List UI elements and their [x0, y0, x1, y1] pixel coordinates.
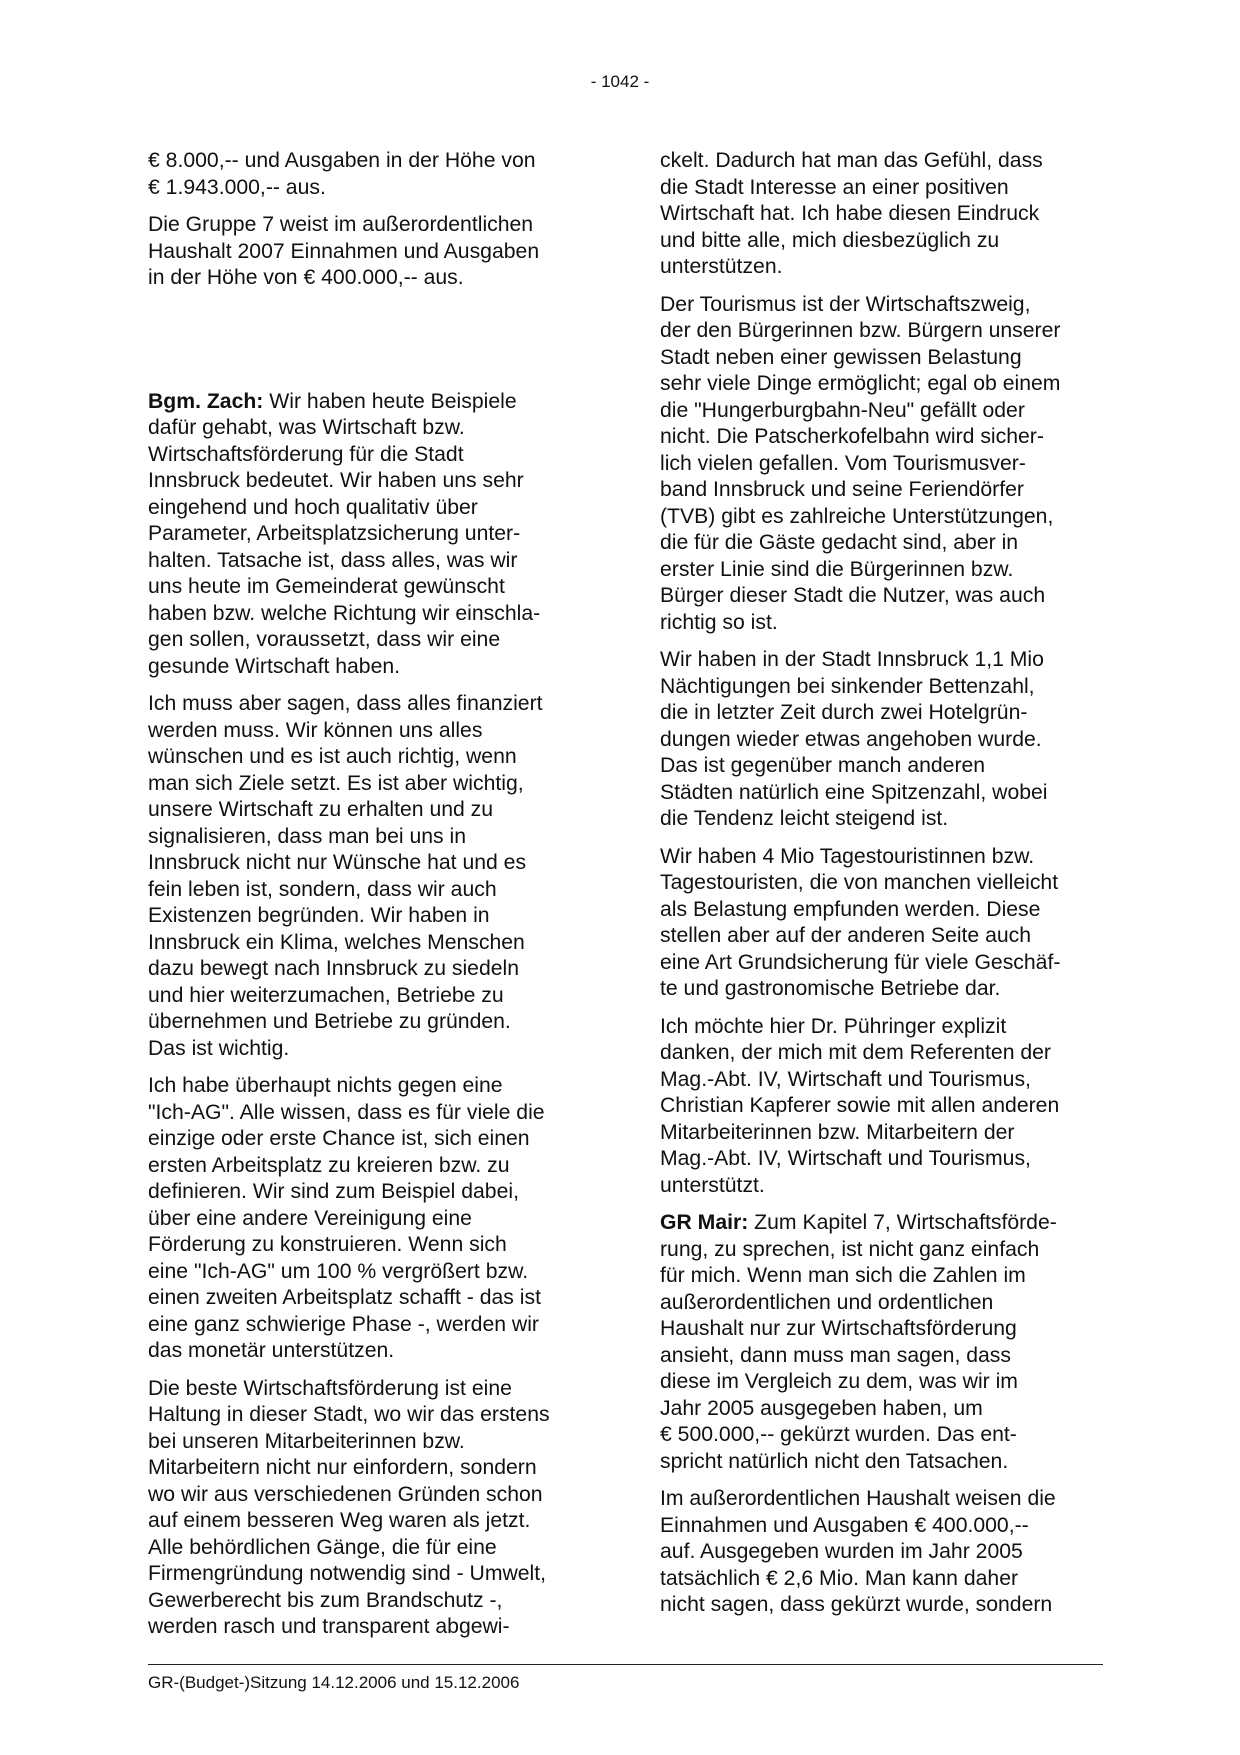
text-line: "Ich-AG". Alle wissen, dass es für viele die: [148, 1100, 545, 1124]
text-line: für mich. Wenn man sich die Zahlen im: [660, 1264, 1026, 1287]
text-line: die Tendenz leicht steigend ist.: [660, 807, 949, 830]
text-line: Stadt neben einer gewissen Belastung: [660, 345, 1022, 369]
footer-session-info: GR-(Budget-)Sitzung 14.12.2006 und 15.12.2006: [148, 1673, 520, 1692]
text-line: Haltung in dieser Stadt, wo wir das erstens: [148, 1403, 550, 1426]
text-line: Tagestouristen, die von manchen vielleicht: [660, 871, 1059, 894]
paragraph: [660, 647, 1105, 833]
text-line: € 1.943.000,-- aus.: [148, 175, 326, 199]
text-line: Nächtigungen bei sinkender Bettenzahl,: [660, 674, 1035, 698]
text-line: halten. Tatsache ist, dass alles, was wir: [148, 548, 518, 572]
text-line: die für die Gäste gedacht sind, aber in: [660, 531, 1019, 554]
paragraph: [148, 1376, 593, 1641]
text-line: Einnahmen und Ausgaben € 400.000,--: [660, 1513, 1029, 1537]
text-line: Das ist gegenüber manch anderen: [660, 754, 986, 777]
text-line: gesunde Wirtschaft haben.: [148, 654, 401, 678]
text-line: und hier weiterzumachen, Betriebe zu: [148, 983, 504, 1007]
text-line: das monetär unterstützen.: [148, 1339, 395, 1362]
text-line: Innsbruck nicht nur Wünsche hat und es: [148, 851, 527, 874]
text-line: Wir haben 4 Mio Tagestouristinnen bzw.: [660, 844, 1035, 868]
text-line: Jahr 2005 ausgegeben haben, um: [660, 1396, 983, 1420]
speaker-label: GR Mair:: [660, 1211, 749, 1234]
paragraph: [660, 1014, 1105, 1200]
paragraph: [660, 1486, 1105, 1619]
speaker-label: Bgm. Zach:: [148, 389, 264, 413]
text-line: Im außerordentlichen Haushalt weisen die: [660, 1487, 1056, 1510]
text-line: eine "Ich-AG" um 100 % vergrößert bzw.: [148, 1259, 529, 1283]
text-line: eingehend und hoch qualitativ über: [148, 495, 478, 519]
text-line: Ich möchte hier Dr. Pühringer explizit: [660, 1014, 1007, 1038]
text-line: stellen aber auf der anderen Seite auch: [660, 924, 1032, 947]
text-line: Mitarbeiterinnen bzw. Mitarbeitern der: [660, 1120, 1015, 1144]
text-line: richtig so ist.: [660, 610, 778, 634]
text-line: in der Höhe von € 400.000,-- aus.: [148, 266, 464, 289]
text-line: uns heute im Gemeinderat gewünscht: [148, 575, 505, 598]
text-line: einen zweiten Arbeitsplatz schafft - das ist: [148, 1286, 541, 1309]
text-line: rung, zu sprechen, ist nicht ganz einfach: [660, 1237, 1040, 1261]
text-line: Wirtschaftsförderung für die Stadt: [148, 442, 464, 466]
text-line: signalisieren, dass man bei uns in: [148, 824, 466, 848]
text-line: te und gastronomische Betriebe dar.: [660, 977, 1001, 1000]
text-line: Gewerberecht bis zum Brandschutz -,: [148, 1588, 503, 1612]
text-line: Die beste Wirtschaftsförderung ist eine: [148, 1376, 512, 1400]
text-line: ersten Arbeitsplatz zu kreieren bzw. zu: [148, 1153, 510, 1177]
text-line: band Innsbruck und seine Feriendörfer: [660, 478, 1024, 501]
text-line: haben bzw. welche Richtung wir einschla-: [148, 601, 541, 625]
text-line: spricht natürlich nicht den Tatsachen.: [660, 1449, 1009, 1473]
text-line: Städten natürlich eine Spitzenzahl, wobei: [660, 780, 1048, 804]
text-line: auf. Ausgegeben wurden im Jahr 2005: [660, 1540, 1023, 1563]
text-line: werden rasch und transparent abgewi-: [148, 1615, 510, 1638]
paragraph: [148, 691, 593, 1062]
text-line: Mitarbeitern nicht nur einfordern, sondern: [148, 1456, 537, 1479]
text-line: tatsächlich € 2,6 Mio. Man kann daher: [660, 1566, 1019, 1590]
text-line: [148, 389, 593, 416]
text-line: unsere Wirtschaft zu erhalten und zu: [148, 798, 494, 821]
paragraph: [660, 292, 1105, 637]
text-line: wo wir aus verschiedenen Gründen schon: [148, 1482, 543, 1506]
text-line: Ich muss aber sagen, dass alles finanziert: [148, 692, 543, 715]
left-column: [148, 148, 593, 1652]
text-line: als Belastung empfunden werden. Diese: [660, 897, 1041, 921]
text-line: Haushalt 2007 Einnahmen und Ausgaben: [148, 239, 540, 263]
footer-divider: [148, 1664, 1103, 1665]
text-line: auf einem besseren Weg waren als jetzt.: [148, 1509, 531, 1532]
text-line: gen sollen, voraussetzt, dass wir eine: [148, 628, 501, 651]
text-line: Haushalt nur zur Wirtschaftsförderung: [660, 1317, 1017, 1340]
text-line: werden muss. Wir können uns alles: [148, 718, 483, 742]
text-line: dafür gehabt, was Wirtschaft bzw.: [148, 416, 465, 439]
text-line: die in letzter Zeit durch zwei Hotelgrün-: [660, 701, 1028, 724]
text-line: man sich Ziele setzt. Es ist aber wichtig,: [148, 771, 524, 795]
text-line: fein leben ist, sondern, dass wir auch: [148, 877, 497, 901]
text-line: Der Tourismus ist der Wirtschaftszweig,: [660, 292, 1031, 316]
text-line: sehr viele Dinge ermöglicht; egal ob einem: [660, 372, 1061, 395]
paragraph-speech-mair: [660, 1210, 1105, 1475]
text-line: unterstützt.: [660, 1173, 765, 1197]
text-run: Zum Kapitel 7, Wirtschaftsförde-: [748, 1211, 1057, 1234]
text-line: ansieht, dann muss man sagen, dass: [660, 1343, 1011, 1367]
text-line: diese im Vergleich zu dem, was wir im: [660, 1370, 1018, 1393]
text-line: Das ist wichtig.: [148, 1036, 290, 1060]
text-line: über eine andere Vereinigung eine: [148, 1206, 472, 1230]
text-run: Wir haben heute Beispiele: [263, 389, 517, 413]
paragraph: [660, 148, 1105, 281]
text-line: Christian Kapferer sowie mit allen anderen: [660, 1094, 1060, 1117]
text-line: Mag.-Abt. IV, Wirtschaft und Tourismus,: [660, 1067, 1031, 1091]
text-line: Innsbruck ein Klima, welches Menschen: [148, 930, 525, 954]
text-line: die Stadt Interesse an einer positiven: [660, 175, 1009, 199]
text-line: der den Bürgerinnen bzw. Bürgern unserer: [660, 319, 1061, 342]
text-line: Existenzen begründen. Wir haben in: [148, 904, 490, 927]
paragraph: [148, 212, 593, 292]
text-line: unterstützen.: [660, 255, 783, 278]
text-line: € 8.000,-- und Ausgaben in der Höhe von: [148, 149, 536, 172]
text-line: nicht sagen, dass gekürzt wurde, sondern: [660, 1593, 1053, 1616]
text-line: außerordentlichen und ordentlichen: [660, 1290, 994, 1314]
text-line: danken, der mich mit dem Referenten der: [660, 1041, 1051, 1064]
text-line: Innsbruck bedeutet. Wir haben uns sehr: [148, 469, 524, 492]
text-line: Bürger dieser Stadt die Nutzer, was auch: [660, 584, 1046, 607]
text-line: Ich habe überhaupt nichts gegen eine: [148, 1074, 503, 1097]
text-line: bei unseren Mitarbeiterinnen bzw.: [148, 1429, 465, 1453]
text-line: nicht. Die Patscherkofelbahn wird sicher-: [660, 425, 1044, 448]
paragraph: [148, 1073, 593, 1365]
text-line: dungen wieder etwas angehoben wurde.: [660, 727, 1042, 751]
text-line: Förderung zu konstruieren. Wenn sich: [148, 1233, 507, 1256]
spacer: [148, 303, 593, 389]
text-line: Alle behördlichen Gänge, die für eine: [148, 1535, 497, 1559]
text-line: dazu bewegt nach Innsbruck zu siedeln: [148, 957, 520, 980]
page-number: - 1042 -: [590, 72, 650, 91]
text-line: Wir haben in der Stadt Innsbruck 1,1 Mio: [660, 648, 1044, 671]
text-line: erster Linie sind die Bürgerinnen bzw.: [660, 557, 1014, 581]
text-line: Wirtschaft hat. Ich habe diesen Eindruck: [660, 202, 1040, 225]
text-line: einzige oder erste Chance ist, sich einen: [148, 1127, 530, 1150]
text-line: (TVB) gibt es zahlreiche Unterstützungen,: [660, 504, 1054, 528]
right-column: [660, 148, 1105, 1630]
text-line: eine Art Grundsicherung für viele Geschäf-: [660, 950, 1061, 974]
text-line: definieren. Wir sind zum Beispiel dabei,: [148, 1180, 519, 1203]
text-line: € 500.000,-- gekürzt wurden. Das ent-: [660, 1423, 1017, 1446]
text-line: [660, 1210, 1105, 1237]
paragraph: [148, 148, 593, 201]
paragraph: [660, 844, 1105, 1003]
text-line: eine ganz schwierige Phase -, werden wir: [148, 1312, 539, 1336]
text-line: Firmengründung notwendig sind - Umwelt,: [148, 1562, 547, 1585]
text-line: und bitte alle, mich diesbezüglich zu: [660, 228, 1000, 252]
text-line: lich vielen gefallen. Vom Tourismusver-: [660, 451, 1026, 475]
text-line: übernehmen und Betriebe zu gründen.: [148, 1010, 511, 1033]
text-line: Parameter, Arbeitsplatzsicherung unter-: [148, 522, 521, 545]
text-line: die "Hungerburgbahn-Neu" gefällt oder: [660, 398, 1025, 422]
text-line: Die Gruppe 7 weist im außerordentlichen: [148, 213, 534, 236]
text-line: Mag.-Abt. IV, Wirtschaft und Tourismus,: [660, 1147, 1031, 1170]
text-line: wünschen und es ist auch richtig, wenn: [148, 745, 517, 768]
paragraph-speech-zach: [148, 389, 593, 681]
text-line: ckelt. Dadurch hat man das Gefühl, dass: [660, 149, 1043, 172]
